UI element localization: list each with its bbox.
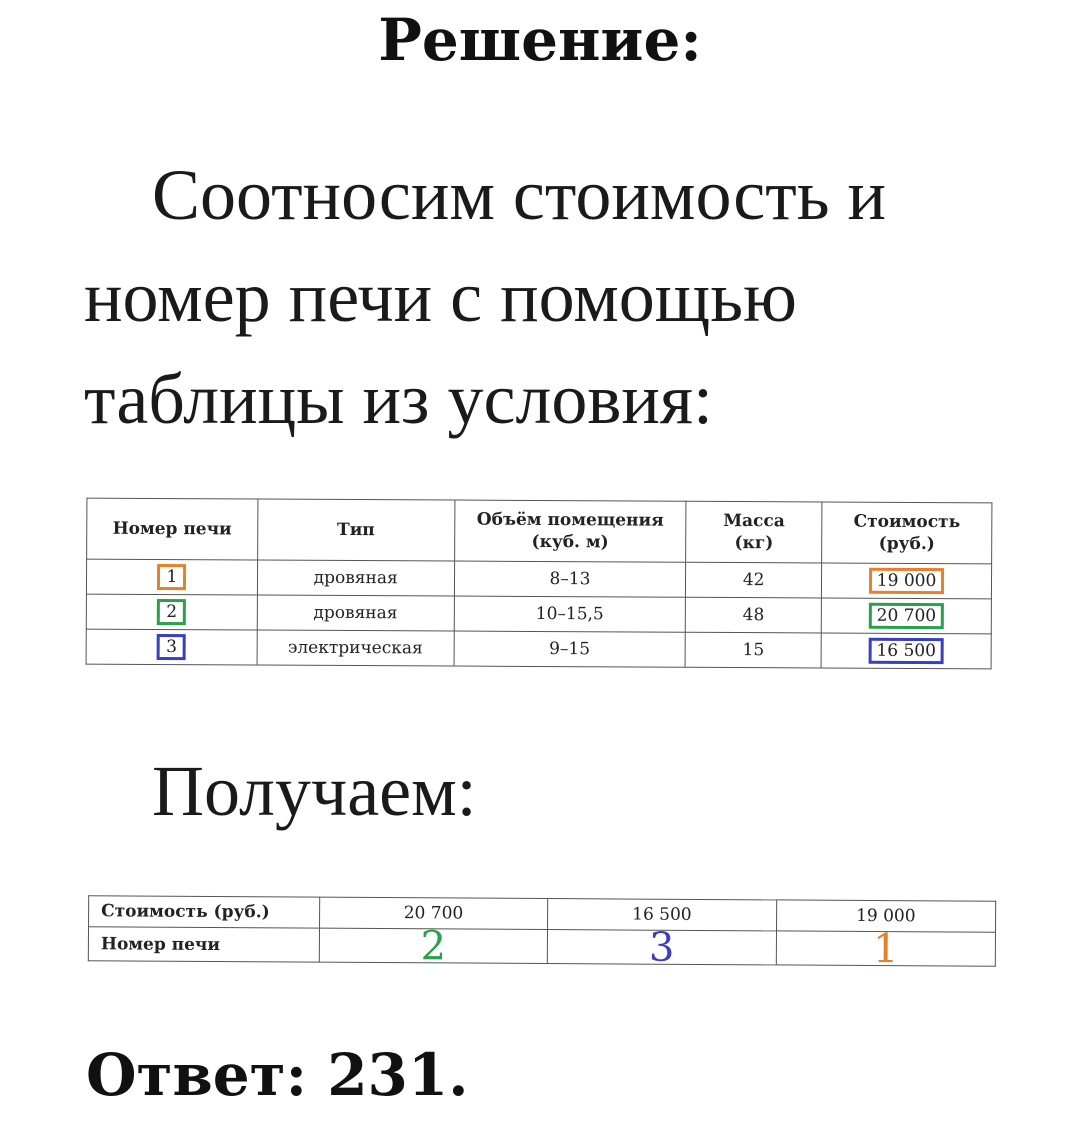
stove-number-box: 2 <box>157 599 186 625</box>
header-type: Тип <box>257 499 454 561</box>
stove-type-cell: электрическая <box>257 630 454 666</box>
result-paragraph: Получаем: <box>152 751 477 831</box>
stove-type-cell: дровяная <box>257 560 454 596</box>
number-row-label: Номер печи <box>88 927 319 962</box>
header-mass-label: Масса <box>723 510 785 532</box>
stove-volume-cell: 9–15 <box>454 631 686 667</box>
cost-cell: 19 000 <box>776 900 996 932</box>
cost-cell: 16 500 <box>548 899 777 931</box>
cost-cell: 20 700 <box>319 897 548 929</box>
table-row <box>86 629 991 669</box>
stove-number-cell <box>86 629 257 665</box>
stove-cost-box: 16 500 <box>868 638 944 664</box>
stove-cost-cell <box>822 563 992 599</box>
cost-row-label: Стоимость (руб.) <box>89 896 320 928</box>
answer-table <box>88 895 996 973</box>
stove-mass-cell: 15 <box>685 632 821 668</box>
header-mass-unit: (кг) <box>734 533 774 554</box>
stove-table <box>86 498 993 670</box>
stove-volume-cell: 8–13 <box>454 561 686 597</box>
stove-number-box: 3 <box>157 634 186 660</box>
table-row <box>86 594 991 634</box>
number-cell <box>319 923 548 970</box>
table-row <box>86 559 991 599</box>
header-cost <box>822 502 992 564</box>
header-volume <box>454 500 686 562</box>
header-number: Номер печи <box>87 498 258 560</box>
number-cell <box>547 924 776 971</box>
stove-cost-box: 19 000 <box>869 568 945 594</box>
stove-cost-cell <box>821 633 991 669</box>
stove-cost-box: 20 700 <box>869 603 945 629</box>
header-volume-label: Объём помещения <box>476 509 664 531</box>
intro-line-2: номер печи с помощью <box>84 257 797 337</box>
stove-volume-cell: 10–15,5 <box>454 596 686 632</box>
intro-line-1: Соотносим стоимость и <box>152 155 887 235</box>
number-cell <box>776 926 996 973</box>
solution-title: Решение: <box>378 6 702 74</box>
handwritten-number: 1 <box>872 926 899 973</box>
handwritten-number: 2 <box>420 923 447 970</box>
stove-number-cell <box>86 559 257 595</box>
intro-line-3: таблицы из условия: <box>84 359 714 439</box>
header-volume-unit: (куб. м) <box>531 531 609 553</box>
stove-type-cell: дровяная <box>257 595 454 631</box>
stove-cost-cell <box>821 598 991 634</box>
stove-number-box: 1 <box>157 564 186 590</box>
table-row <box>88 927 995 967</box>
answer-text: Ответ: 231. <box>86 1041 469 1109</box>
handwritten-number: 3 <box>648 924 675 971</box>
header-mass <box>686 501 822 563</box>
stove-mass-cell: 48 <box>686 597 822 633</box>
intro-paragraph <box>84 144 1044 450</box>
stove-number-cell <box>86 594 257 630</box>
stove-mass-cell: 42 <box>686 562 822 598</box>
stove-table-header <box>87 498 992 564</box>
header-cost-unit: (руб.) <box>878 533 935 555</box>
header-cost-label: Стоимость <box>853 511 961 533</box>
